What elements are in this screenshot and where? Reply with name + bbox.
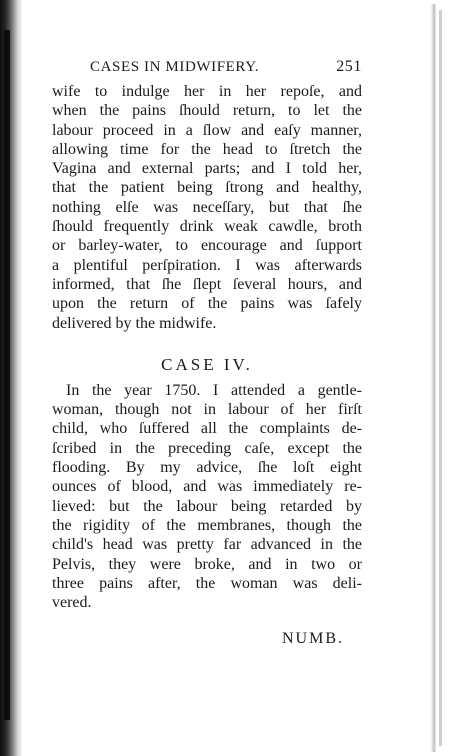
text-line: three pains after, the woman was deli- <box>52 574 362 592</box>
running-head <box>90 58 362 80</box>
text-line: the rigidity of the membranes, though the <box>52 516 362 534</box>
text-line: that the patient being ſtrong and healthy, <box>52 179 362 197</box>
text-line: woman, though not in labour of her firſt <box>52 401 362 419</box>
text-line: Vagina and external parts; and I told her, <box>52 160 362 178</box>
text-line: upon the return of the pains was ſafely <box>52 295 362 313</box>
text-line: a plentiful perſpiration. I was afterwards <box>52 256 362 274</box>
book-page <box>52 58 362 612</box>
text-line: allowing time for the head to ſtretch the <box>52 140 362 158</box>
page-edge <box>430 4 436 752</box>
text-line: labour proceed in a ſlow and eaſy manner, <box>52 121 362 139</box>
paragraph-case-iv <box>52 381 362 613</box>
running-head-title: CASES IN MIDWIFERY. <box>90 59 260 75</box>
text-line: ſcribed in the preceding caſe, except the <box>52 439 362 457</box>
case-heading: CASE IV. <box>161 354 253 374</box>
text-line: or barley-water, to encourage and ſupport <box>52 237 362 255</box>
text-line: flooding. By my advice, ſhe loſt eight <box>52 459 362 477</box>
text-line: vered. <box>52 594 92 612</box>
catchword: NUMB. <box>282 630 345 647</box>
text-line: child, who ſuffered all the complaints de- <box>52 420 362 438</box>
text-line: ounces of blood, and was immediately re- <box>52 478 362 496</box>
text-line: In the year 1750. I attended a gentle- <box>66 381 362 399</box>
book-gutter <box>4 30 10 720</box>
text-line: wife to indulge her in her repoſe, and <box>52 83 362 100</box>
text-line: ſhould frequently drink weak cawdle, broth <box>52 218 362 236</box>
page-edge-inner <box>439 10 442 746</box>
text-line: Pelvis, they were broke, and in two or <box>52 555 362 573</box>
page-number: 251 <box>336 58 362 75</box>
text-line: lieved: but the labour being retarded by <box>52 497 362 515</box>
text-line: child's head was pretty far advanced in the <box>52 536 362 554</box>
text-line: nothing elſe was neceſſary, but that ſhe <box>52 198 362 216</box>
text-line: informed, that ſhe ſlept ſeveral hours, and <box>52 275 362 293</box>
text-line: when the pains ſhould return, to let the <box>52 102 362 120</box>
paragraph-continuation <box>52 82 362 333</box>
text-line: delivered by the midwife. <box>52 314 217 332</box>
